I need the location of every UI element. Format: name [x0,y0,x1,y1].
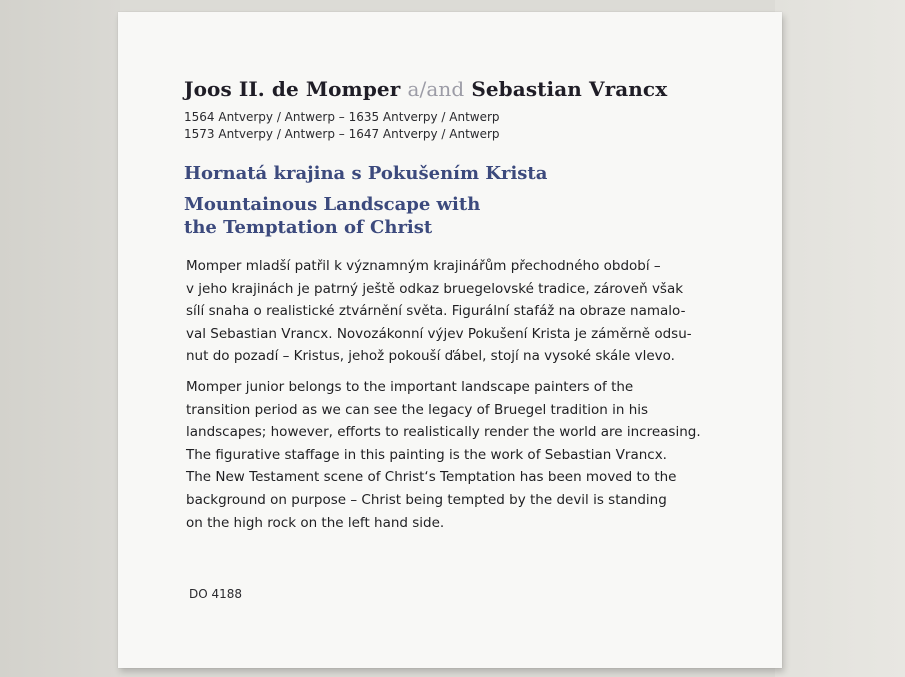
text-line: Momper junior belongs to the important landscape painters of the [186,379,634,395]
text-line: landscapes; however, efforts to realistically render the world are increasing. [186,424,701,441]
artist-1-lifespan: 1564 Antverpy / Antwerp – 1635 Antverpy / Antwerp [184,110,500,124]
artist-2: Sebastian Vrancx [471,77,668,101]
text-line: Momper mladší patřil k významným krajinářům přechodného období – [186,258,661,274]
title-czech: Hornatá krajina s Pokušením Krista [184,163,548,184]
text-line: The figurative staffage in this painting is the work of Sebastian Vrancx. [186,446,667,463]
text-line: v jeho krajinách je patrný ještě odkaz bruegelovské tradice, zároveň však [186,280,684,297]
text-line: val Sebastian Vrancx. Novozákonní výjev Pokušení Krista je záměrně odsu- [186,325,692,342]
description-czech [186,255,692,368]
museum-label-card [118,12,782,668]
text-line: nut do pozadí – Kristus, jehož pokouší ďábel, stojí na vysoké skále vlevo. [186,348,675,365]
title-english-line-1: Mountainous Landscape with [184,194,481,215]
artists-heading [184,77,667,101]
text-line: sílí snaha o realistické ztvárnění světa. Figurální stafáž na obraze namalo- [186,303,686,320]
description-english [186,376,701,534]
artist-1: Joos II. de Momper [184,77,401,101]
artist-2-lifespan: 1573 Antverpy / Antwerp – 1647 Antverpy / Antwerp [184,127,500,141]
title-english-line-2: the Temptation of Christ [184,217,433,238]
gallery-wall-left [0,0,120,677]
inventory-number: DO 4188 [189,587,243,601]
gallery-wall-right [775,0,905,677]
text-line: background on purpose – Christ being tempted by the devil is standing [186,491,667,508]
text-line: on the high rock on the left hand side. [186,514,445,531]
artist-separator: a/and [407,77,465,101]
text-line: The New Testament scene of Christ‘s Temptation has been moved to the [186,469,677,486]
text-line: transition period as we can see the legacy of Bruegel tradition in his [186,401,649,418]
